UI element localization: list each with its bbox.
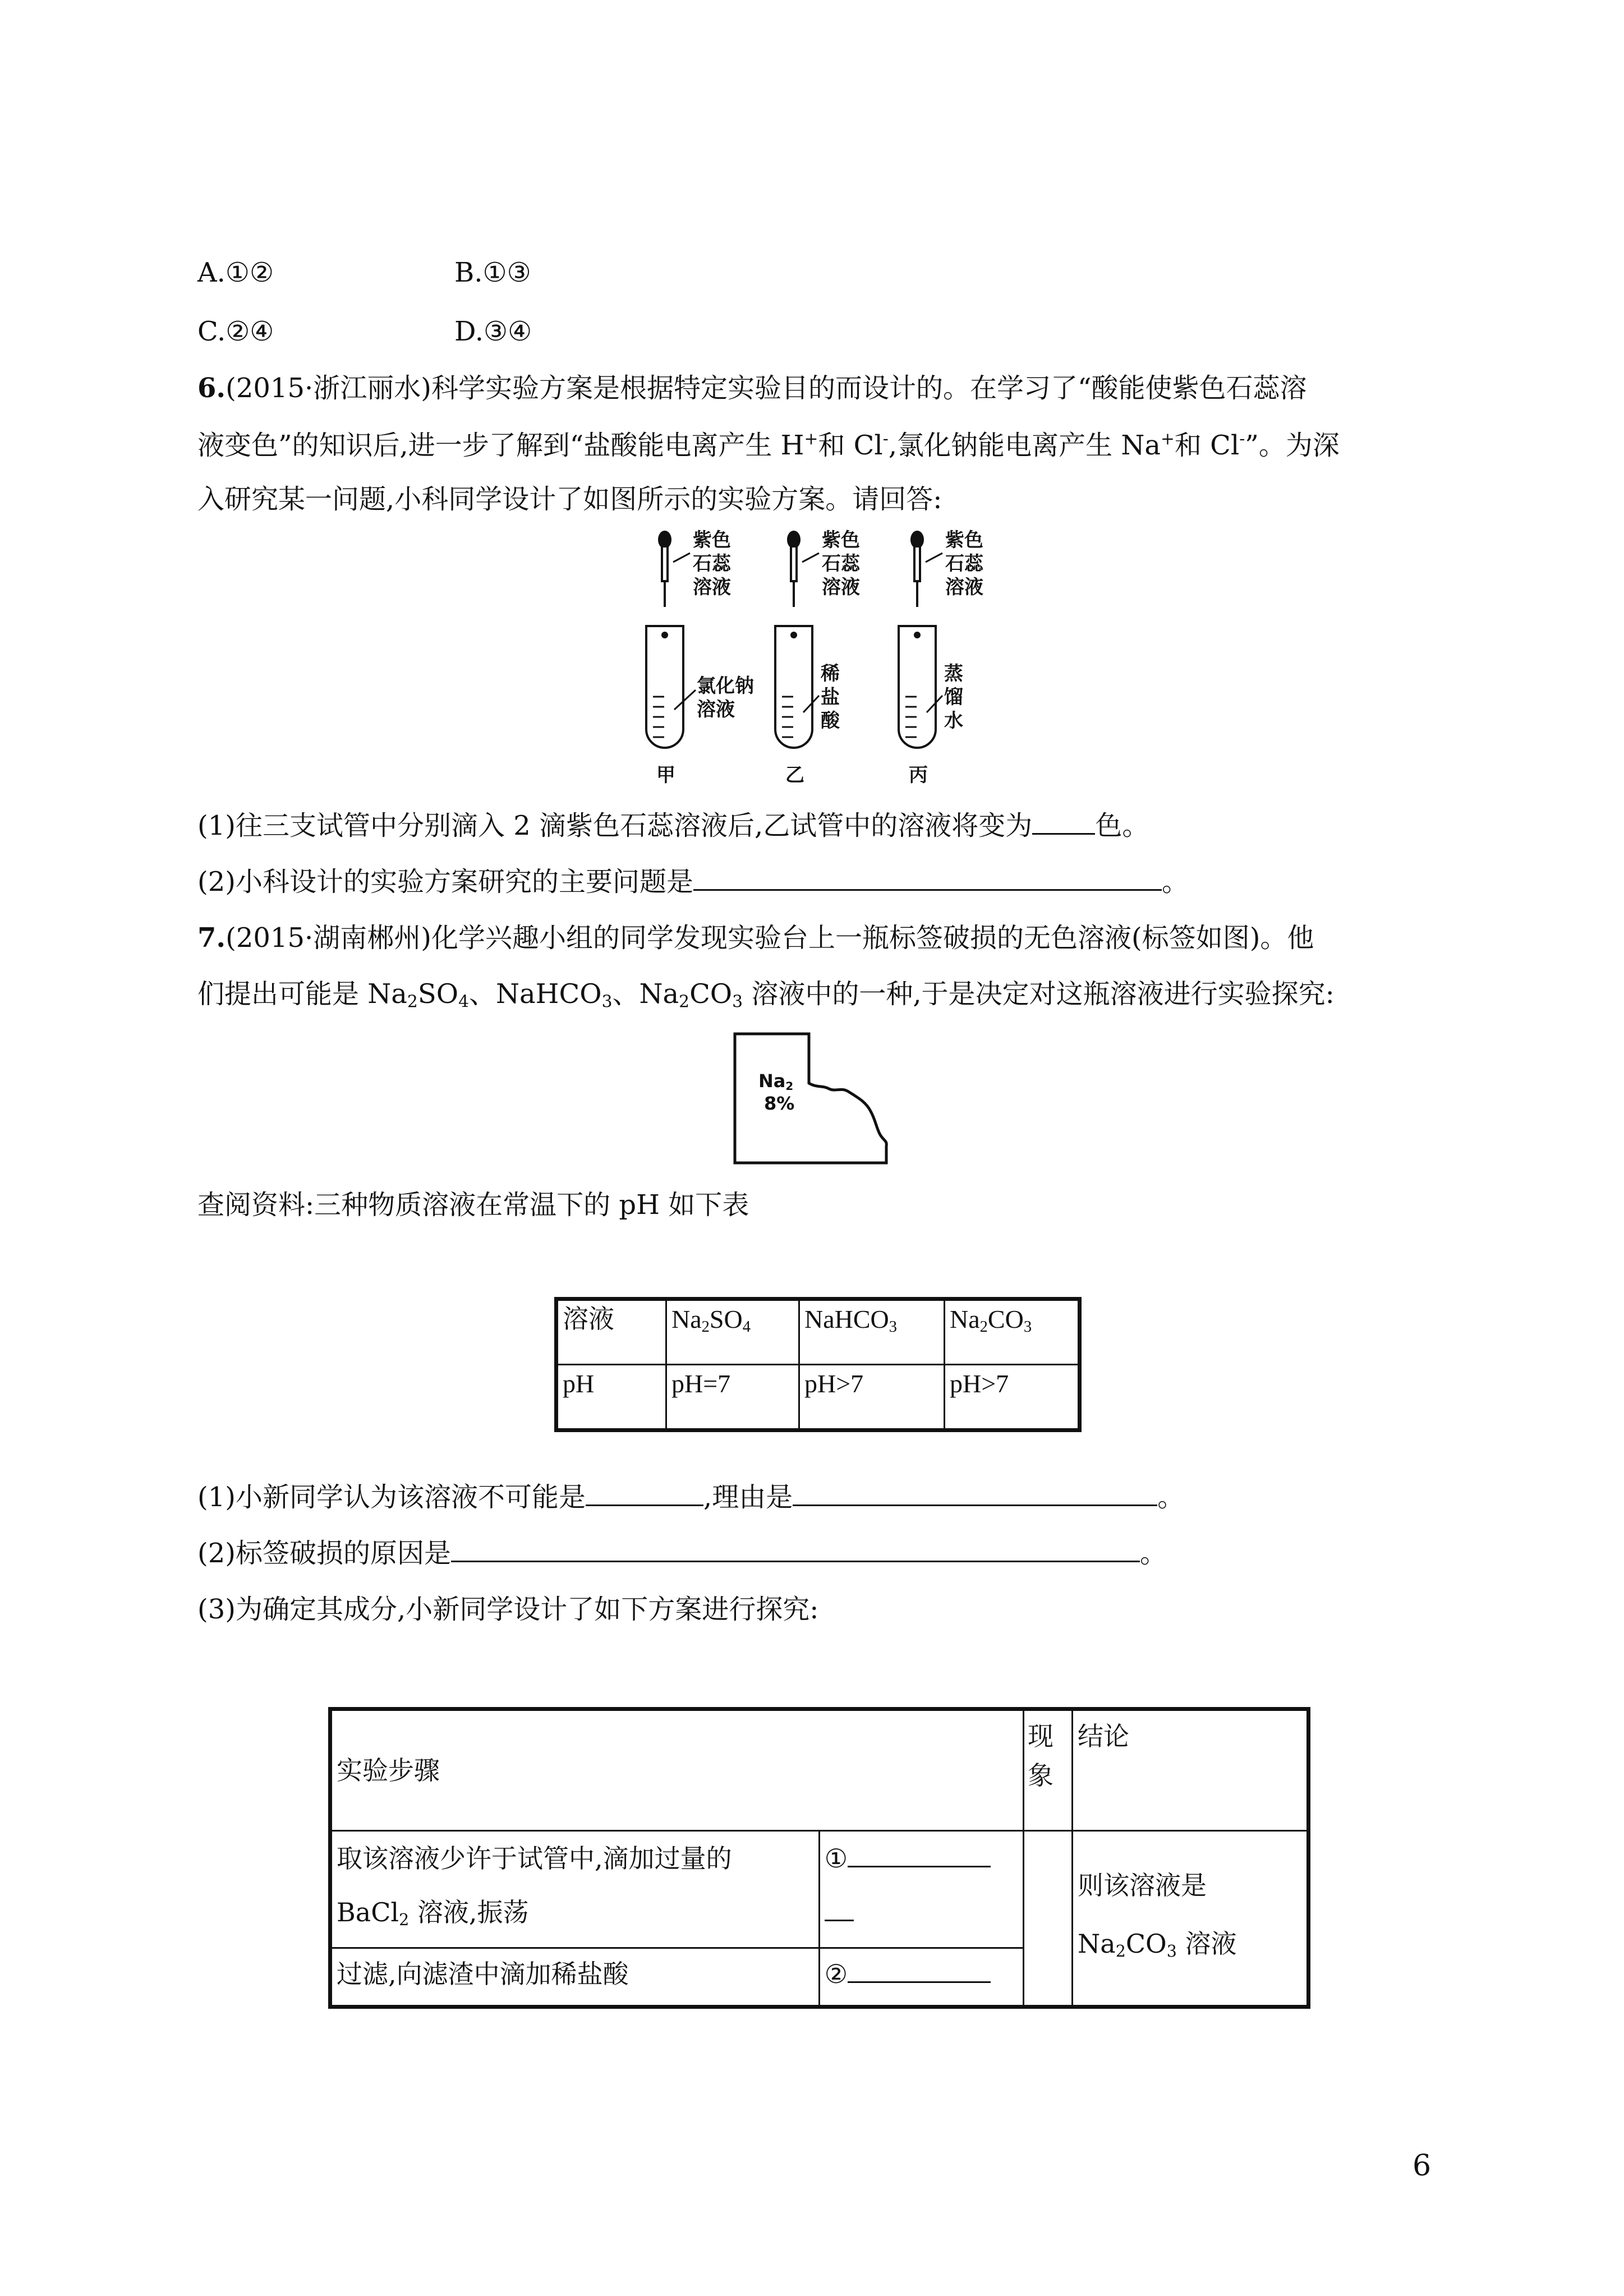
label-line: 紫色: [822, 529, 860, 551]
q6-sub1-text: (1)往三支试管中分别滴入 2 滴紫色石蕊溶液后,乙试管中的溶液将变为: [197, 810, 1033, 841]
label-line: 蒸: [944, 662, 963, 685]
table-row: [556, 1299, 1080, 1365]
label-line: 石蕊: [945, 553, 983, 575]
torn-label-figure: [729, 1028, 909, 1168]
observation-2-cell: [819, 1948, 1023, 2007]
table-cell: $Na_2SO_4$: [666, 1299, 799, 1365]
label-line: 溶液: [945, 576, 983, 599]
header-phen-1: 现: [1028, 1721, 1053, 1751]
q7-sub1-end: 。: [1157, 1481, 1185, 1513]
q7-line2-c: 、NaHCO: [469, 978, 602, 1010]
dropper-label-bing: [945, 528, 983, 599]
torn-label-outline: [729, 1028, 909, 1168]
label-line: 溶液: [822, 576, 860, 599]
step-1-cell: [330, 1831, 820, 1948]
table-cell: pH=7: [666, 1365, 799, 1430]
q7-line-1: [197, 922, 1314, 954]
table-cell: pH: [556, 1365, 666, 1430]
subscript: 2: [407, 992, 418, 1012]
label-line: 溶液: [697, 698, 735, 721]
answer-blank[interactable]: [825, 1919, 854, 1921]
label-na-sub: 2: [785, 1079, 794, 1093]
table-cell: pH>7: [799, 1365, 945, 1430]
q6-number: 6.: [197, 372, 226, 404]
header-step: 实验步骤: [330, 1709, 1024, 1831]
test-tube-figure: [606, 527, 1010, 791]
cl-minus-superscript-2: -: [1239, 429, 1245, 449]
tube-jia: [646, 626, 683, 748]
q6-line-1: [197, 372, 1307, 404]
answer-blank[interactable]: [848, 1981, 991, 1983]
q7-line1-text: (2015·湖南郴州)化学兴趣小组的同学发现实验台上一瓶标签破损的无色溶液(标签如图)。他: [226, 922, 1314, 954]
dropper-bing: [912, 532, 923, 607]
answer-blank[interactable]: [848, 1865, 991, 1867]
option-b: B.①③: [454, 257, 531, 288]
q6-line2-a: 液变色”的知识后,进一步了解到“盐酸能电离产生 H: [197, 429, 804, 461]
q7-sub1-mid: ,理由是: [703, 1481, 793, 1513]
q7-reference-text: 查阅资料:三种物质溶液在常温下的 pH 如下表: [197, 1189, 749, 1221]
step1-line1: 取该溶液少许于试管中,滴加过量的: [337, 1843, 732, 1874]
tube-name-yi: 乙: [785, 764, 804, 786]
ph-table: [554, 1297, 1082, 1432]
q7-line2-e: CO: [689, 978, 733, 1010]
q7-sub-2: [197, 1540, 1167, 1567]
cell-text: Na: [950, 1305, 980, 1333]
answer-blank[interactable]: [693, 889, 1162, 891]
cl-minus-superscript: -: [882, 429, 889, 449]
q7-sub2-end: 。: [1140, 1538, 1167, 1569]
phenomenon-cell: [1024, 1831, 1073, 2007]
option-c: C.②④: [197, 316, 274, 347]
q7-line-2: [197, 978, 1335, 1012]
label-line: 馏: [944, 686, 963, 708]
q6-line2-c: ,氯化钠能电离产生 Na: [888, 429, 1161, 461]
dropper-label-jia: [693, 528, 731, 599]
answer-blank[interactable]: [586, 1504, 703, 1506]
tube-name-bing: 丙: [909, 764, 928, 786]
table-row: [556, 1365, 1080, 1430]
label-line: 紫色: [693, 529, 731, 551]
subscript: 2: [979, 1318, 988, 1336]
label-line: 酸: [821, 710, 840, 732]
tube-label-bing: [944, 662, 963, 733]
answer-blank[interactable]: [793, 1504, 1157, 1506]
answer-blank[interactable]: [451, 1560, 1140, 1562]
q6-sub-2: [197, 866, 1189, 898]
cell-text: Na: [671, 1305, 702, 1333]
label-line: 氯化钠: [697, 675, 754, 697]
q7-line2-f: 溶液中的一种,于是决定对这瓶溶液进行实验探究:: [743, 978, 1335, 1010]
tube-name-jia: 甲: [656, 764, 675, 786]
observation-1-cell: [819, 1831, 1023, 1948]
step-2-cell: 过滤,向滤渣中滴加稀盐酸: [330, 1948, 820, 2007]
co-text: CO: [1125, 1928, 1167, 1959]
subscript: 2: [1115, 1941, 1126, 1961]
tube-bing: [899, 626, 936, 748]
step1-line2: [337, 1885, 814, 1947]
subscript: 3: [1166, 1941, 1177, 1961]
q6-sub1-end: 色。: [1095, 810, 1149, 841]
label-line: 溶液: [693, 576, 731, 599]
subscript: 4: [742, 1318, 751, 1336]
tube-yi: [775, 626, 812, 748]
dropper-label-yi: [822, 528, 860, 599]
h-plus-superscript: +: [804, 429, 818, 449]
na-plus-superscript: +: [1160, 429, 1175, 449]
q7-sub-3: (3)为确定其成分,小新同学设计了如下方案进行探究:: [197, 1594, 819, 1625]
label-line: 石蕊: [822, 553, 860, 575]
label-line: 石蕊: [693, 553, 731, 575]
label-na2: [758, 1072, 793, 1092]
table-row: [330, 1831, 1309, 1948]
subscript: 3: [601, 992, 613, 1012]
header-conclusion: 结论: [1073, 1709, 1309, 1831]
answer-blank[interactable]: [1032, 832, 1095, 835]
label-line: 水: [944, 710, 963, 732]
conclusion-line1: 则该溶液是: [1078, 1870, 1207, 1901]
q6-line2-b: 和 Cl: [818, 429, 883, 461]
dropper-jia: [659, 532, 670, 607]
cell-text: NaHCO: [804, 1305, 889, 1333]
table-cell: [799, 1299, 945, 1365]
q6-sub-1: [197, 812, 1149, 839]
circle-one: ①: [824, 1843, 848, 1874]
q7-sub-1: [197, 1481, 1185, 1513]
subscript: 3: [889, 1318, 898, 1336]
label-line: 盐: [821, 686, 840, 708]
q7-line2-a: 们提出可能是 Na: [197, 978, 407, 1010]
subscript: 3: [1023, 1318, 1032, 1336]
na-text: Na: [1078, 1928, 1116, 1959]
q6-sub2-end: 。: [1162, 866, 1189, 898]
experiment-table: [328, 1707, 1310, 2009]
header-phen-2: 象: [1028, 1760, 1053, 1791]
q6-line-3: 入研究某一问题,小科同学设计了如图所示的实验方案。请回答:: [197, 484, 942, 515]
label-percent: 8%: [764, 1093, 795, 1114]
table-cell: 溶液: [556, 1299, 666, 1365]
q7-number: 7.: [197, 922, 226, 954]
q7-sub1-text: (1)小新同学认为该溶液不可能是: [197, 1481, 586, 1513]
q6-line-2: [197, 431, 1340, 459]
bacl-text: BaCl: [337, 1897, 399, 1927]
q6-line2-e: ”。为深: [1245, 429, 1340, 461]
tube-label-jia: [697, 674, 754, 721]
q6-line1-text: (2015·浙江丽水)科学实验方案是根据特定实验目的而设计的。在学习了“酸能使紫色石蕊溶: [226, 372, 1307, 404]
subscript: 2: [701, 1318, 710, 1336]
conclusion-line2: [1078, 1915, 1302, 1981]
dropper-yi: [788, 532, 799, 607]
step1-line2-end: 溶液,振荡: [409, 1897, 529, 1927]
table-row: [330, 1709, 1309, 1831]
label-line: 紫色: [945, 529, 983, 551]
q7-sub2-text: (2)标签破损的原因是: [197, 1538, 451, 1569]
page-number: 6: [1413, 2149, 1432, 2183]
circle-two: ②: [824, 1959, 848, 1990]
q7-line2-b: SO: [417, 978, 459, 1010]
subscript: 2: [399, 1911, 410, 1930]
header-phenomenon: [1024, 1709, 1073, 1831]
conclusion-cell: [1073, 1831, 1309, 2007]
tube-label-yi: [821, 662, 840, 733]
subscript: 4: [458, 992, 469, 1012]
solution-text: 溶液: [1176, 1928, 1237, 1959]
option-d: D.③④: [454, 316, 532, 347]
subscript: 3: [732, 992, 743, 1012]
table-cell: $Na_2CO_3$: [945, 1299, 1080, 1365]
subscript: 2: [679, 992, 690, 1012]
label-line: 稀: [821, 662, 840, 685]
q6-sub2-text: (2)小科设计的实验方案研究的主要问题是: [197, 866, 693, 898]
option-a: A.①②: [197, 257, 274, 288]
q6-line2-d: 和 Cl: [1174, 429, 1240, 461]
label-na: Na: [758, 1070, 786, 1092]
table-cell: pH>7: [945, 1365, 1080, 1430]
q7-line2-d: 、Na: [612, 978, 679, 1010]
